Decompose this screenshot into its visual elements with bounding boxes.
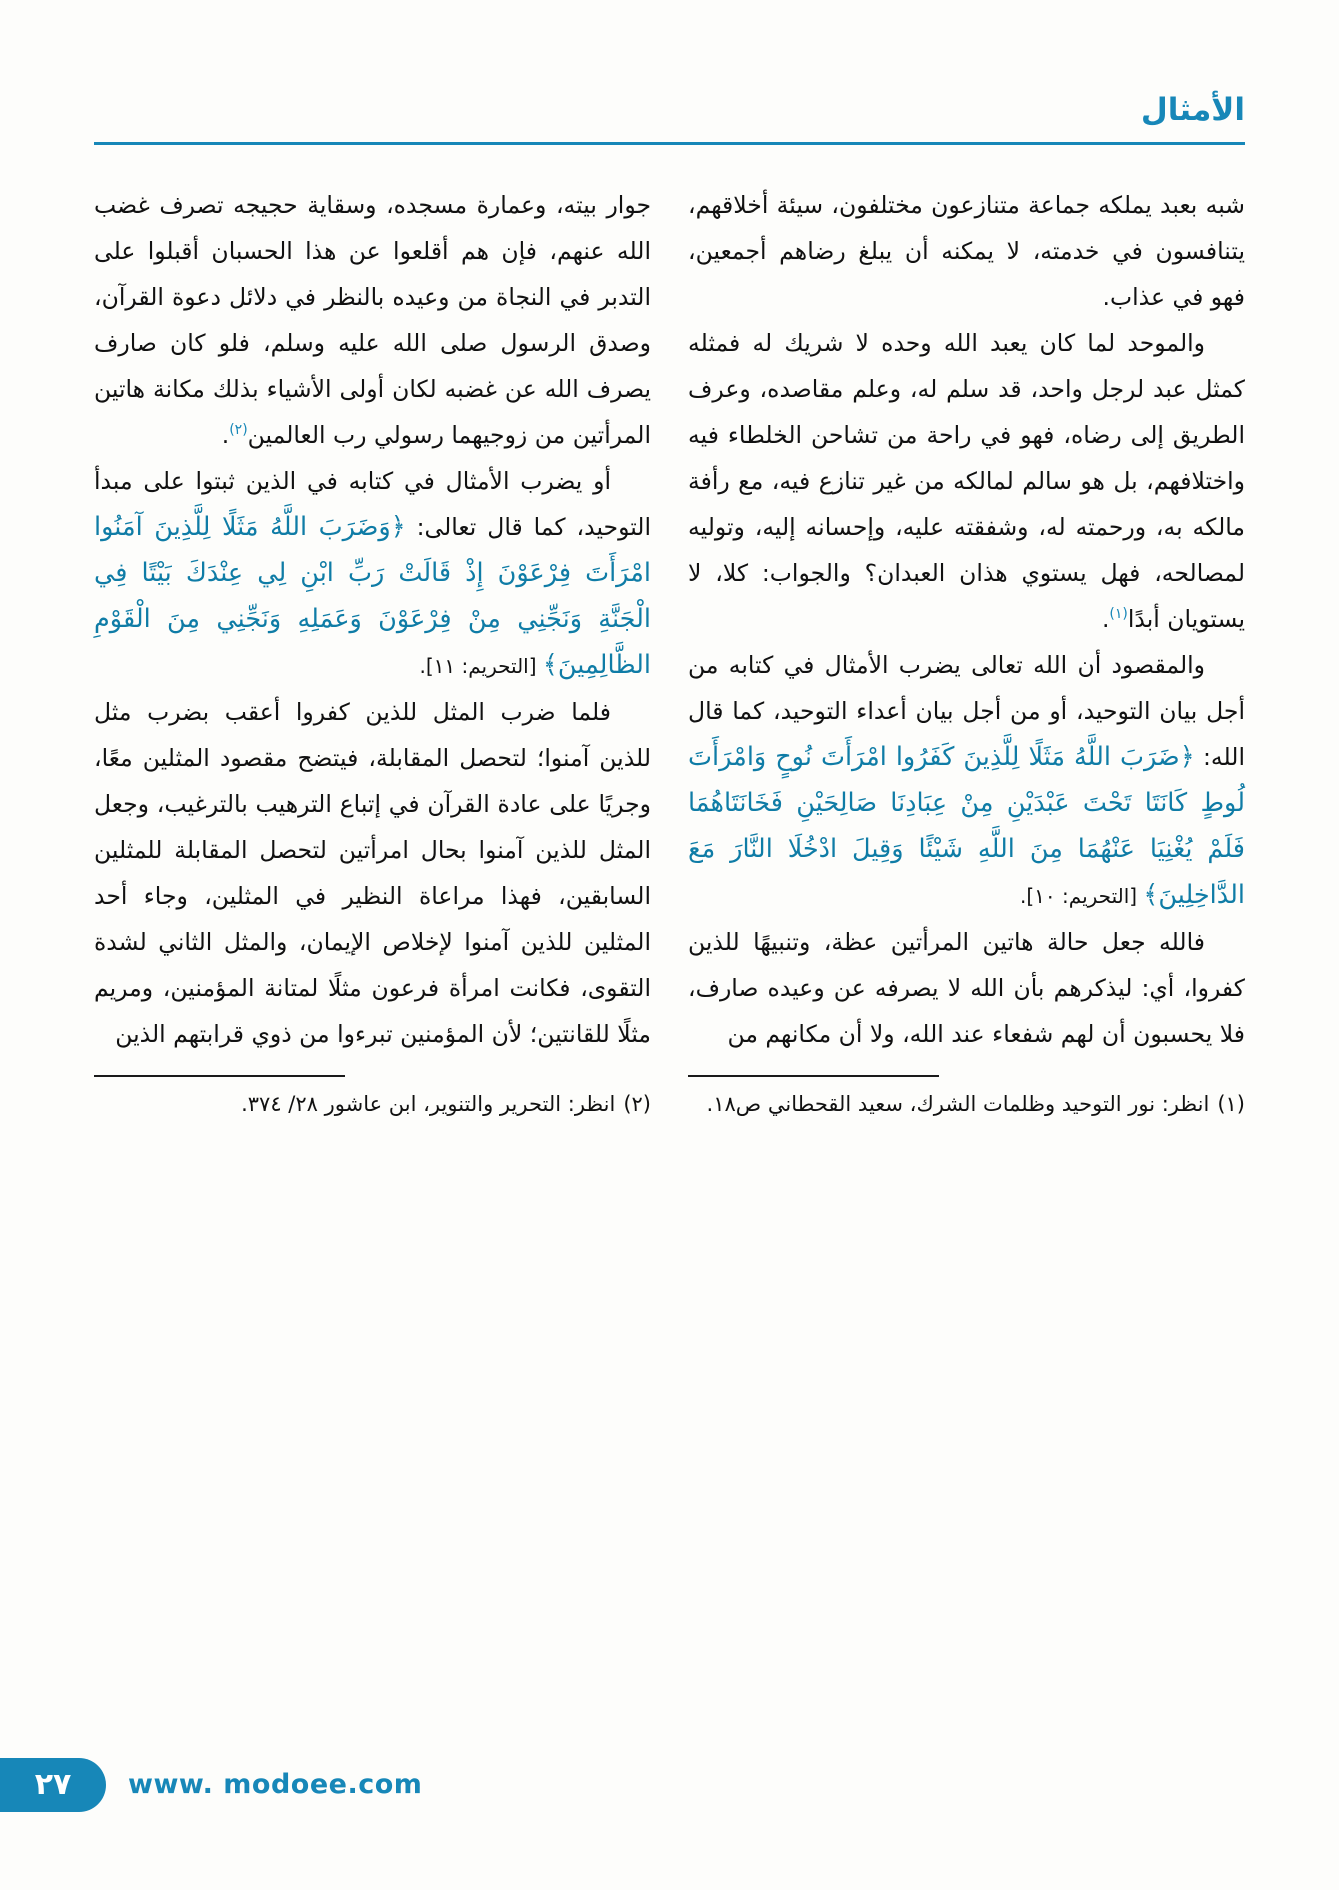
- paragraph: [688, 182, 1245, 320]
- text-columns: [94, 182, 1245, 1122]
- page-header: [94, 92, 1245, 145]
- paragraph-text: .: [221, 421, 230, 449]
- footnote-text: انظر: التحرير والتنوير، ابن عاشور ٢٨/ ٣٧٤.: [241, 1092, 616, 1116]
- paragraph-text: والموحد لما كان يعبد الله وحده لا شريك له فمثله كمثل عبد لرجل واحد، قد سلم له، وعلم مقاصده، وعرف الطريق إلى رضاه، فهو في راحة من تشاحن الخلطاء فيه واختلافهم، بل هو سالم لمالكه من غير تنازع فيه، مع رأفة مالكه به، ورحمته له، وشفقته عليه، وإحسانه إليه، وتوليه لمصالحه، فهل يستوي هذان العبدان؟ والجواب: كلا، لا يستويان أبدًا: [688, 329, 1245, 633]
- paragraph-text: أو يضرب الأمثال في كتابه في الذين ثبتوا على مبدأ التوحيد، كما قال تعالى:: [94, 467, 651, 541]
- paragraph-text: فلما ضرب المثل للذين كفروا أعقب بضرب مثل للذين آمنوا؛ لتحصل المقابلة، فيتضح مقصود المثلين معًا، وجريًا على عادة القرآن في إتباع الترهيب بالترغيب، وجعل المثل للذين آمنوا بحال امرأتين لتحصل المقابلة للمثلين السابقين، فهذا مراعاة النظير في المثلين، وجاء أحد المثلين للذين آمنوا لإخلاص الإيمان، والمثل الثاني لشدة التقوى، فكانت امرأة فرعون مثلًا لمتانة المؤمنين، ومريم مثلًا للقانتين؛ لأن المؤمنين تبرءوا من ذوي قرابتهم الذين: [94, 698, 651, 1048]
- paragraph-text: .: [1101, 605, 1110, 633]
- paragraph-text: فالله جعل حالة هاتين المرأتين عظة، وتنبيهًا للذين كفروا، أي: ليذكرهم بأن الله لا يصرفه عن وعيده صارف، فلا يحسبون أن لهم شفعاء عند الله، ولا أن مكانهم من: [688, 928, 1245, 1048]
- footnote-row: [94, 1087, 651, 1122]
- verse-citation: [التحريم: ١٠].: [1020, 884, 1144, 908]
- quran-verse: ﴿وَضَرَبَ اللَّهُ مَثَلًا لِلَّذِينَ آمَنُوا امْرَأَتَ فِرْعَوْنَ إِذْ قَالَتْ رَبِّ ابْنِ لِي عِنْدَكَ بَيْتًا فِي الْجَنَّةِ وَنَجِّنِي مِنْ فِرْعَوْنَ وَعَمَلِهِ وَنَجِّنِي مِنَ الْقَوْمِ الظَّالِمِينَ﴾: [94, 512, 651, 680]
- paragraph: [688, 320, 1245, 642]
- verse-citation: [التحريم: ١١].: [419, 654, 543, 678]
- footnote-1: [688, 1075, 1245, 1122]
- paragraph: [94, 689, 651, 1057]
- page-number: ٢٧: [34, 1767, 72, 1802]
- footnote-ref-1: (١): [1109, 606, 1128, 623]
- paragraph: [94, 182, 651, 458]
- column-right: [688, 182, 1245, 1122]
- paragraph-text: شبه بعبد يملكه جماعة متنازعون مختلفون، سيئة أخلاقهم، يتنافسون في خدمته، لا يمكنه أن يبلغ رضاهم أجمعين، فهو في عذاب.: [688, 191, 1245, 311]
- footnote-marker: (١): [1217, 1092, 1245, 1116]
- paragraph-text: والمقصود أن الله تعالى يضرب الأمثال في كتابه من أجل بيان التوحيد، أو من أجل بيان أعداء التوحيد، كما قال الله:: [688, 651, 1245, 771]
- paragraph-with-verse: [688, 642, 1245, 919]
- paragraph: [688, 919, 1245, 1057]
- footnote-separator: [688, 1075, 939, 1077]
- column-left: [94, 182, 651, 1122]
- paragraph-with-verse: [94, 458, 651, 689]
- footnote-ref-2: (٢): [229, 422, 248, 439]
- footnote-2: [94, 1075, 651, 1122]
- paragraph-text: جوار بيته، وعمارة مسجده، وسقاية حجيجه تصرف غضب الله عنهم، فإن هم أقلعوا عن هذا الحسبان أقبلوا على التدبر في النجاة من وعيده بالنظر في دلائل دعوة القرآن، وصدق الرسول صلى الله عليه وسلم، فلو كان صارف يصرف الله عن غضبه لكان أولى الأشياء بذلك مكانة هاتين المرأتين من زوجيهما رسولي رب العالمين: [94, 191, 651, 449]
- footnote-marker: (٢): [623, 1092, 651, 1116]
- website-label: www. modoee.com: [128, 1769, 423, 1800]
- header-rule: [94, 142, 1245, 145]
- footnote-row: [688, 1087, 1245, 1122]
- footnote-separator: [94, 1075, 345, 1077]
- chapter-title: الأمثال: [1140, 92, 1245, 128]
- quran-verse: ﴿ضَرَبَ اللَّهُ مَثَلًا لِلَّذِينَ كَفَرُوا امْرَأَتَ نُوحٍ وَامْرَأَتَ لُوطٍ كَانَتَا تَحْتَ عَبْدَيْنِ مِنْ عِبَادِنَا صَالِحَيْنِ فَخَانَتَاهُمَا فَلَمْ يُغْنِيَا عَنْهُمَا مِنَ اللَّهِ شَيْئًا وَقِيلَ ادْخُلَا النَّارَ مَعَ الدَّاخِلِينَ﴾: [688, 742, 1245, 910]
- page-number-tab: [0, 1758, 106, 1812]
- footnote-text: انظر: نور التوحيد وظلمات الشرك، سعيد القحطاني ص١٨.: [706, 1092, 1210, 1116]
